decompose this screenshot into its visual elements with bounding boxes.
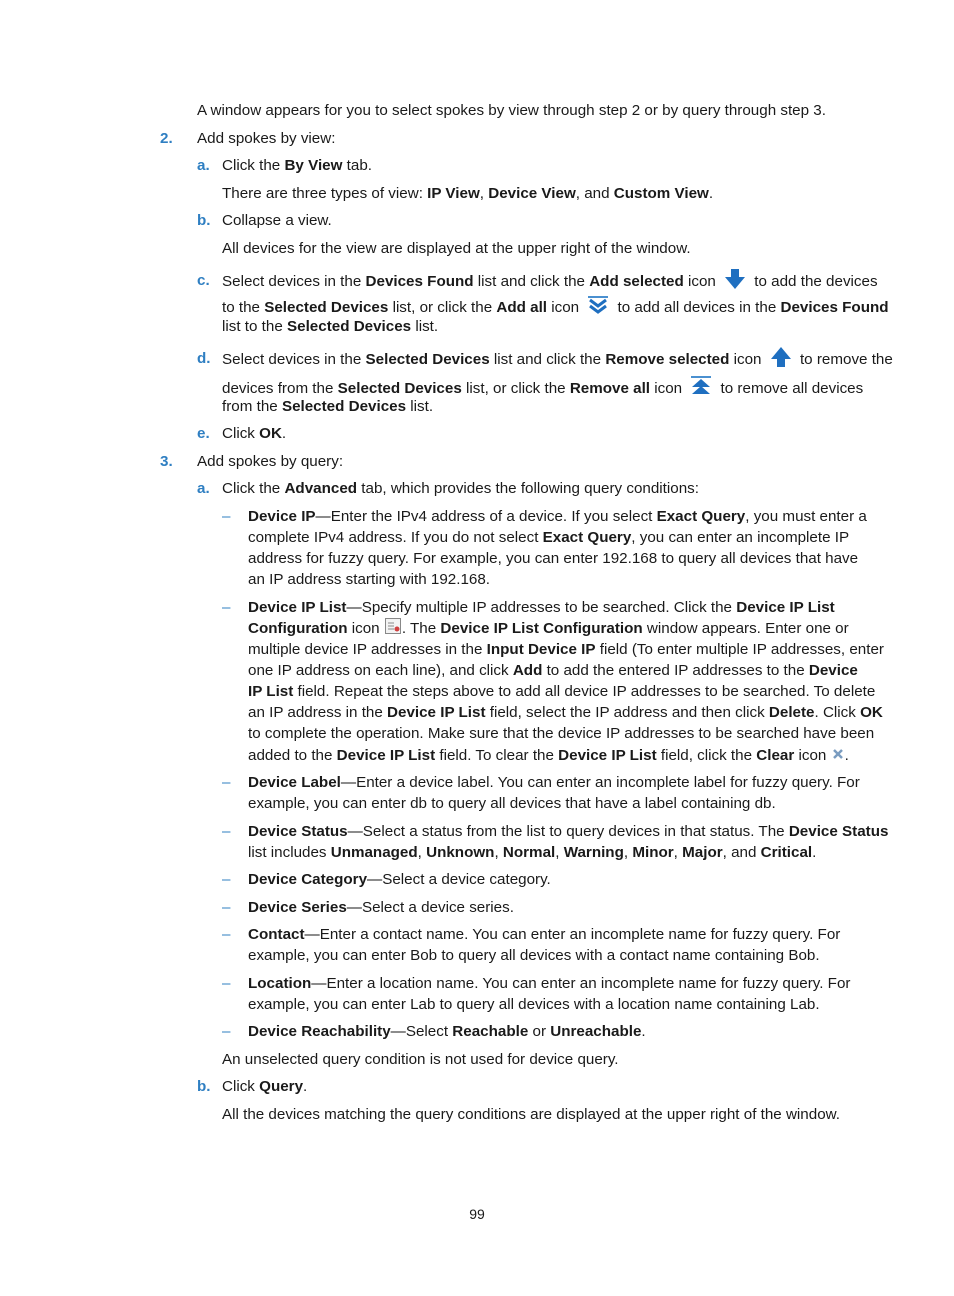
list-item-line: address for fuzzy query. For example, you can enter 192.168 to query all devices that have xyxy=(248,550,859,567)
substep-note: All the devices matching the query conditions are displayed at the upper right of the window. xyxy=(222,1106,840,1123)
list-item-line: Configuration icon . The Device IP List Configuration window appears. Enter one or xyxy=(248,618,849,640)
list-item-line: list includes Unmanaged, Unknown, Normal, Warning, Minor, Major, and Critical. xyxy=(248,844,817,861)
substep-text: devices from the Selected Devices list, or click the Remove all icon to remove all devices xyxy=(222,375,863,403)
substep-label: b. xyxy=(197,212,211,229)
list-bullet: – xyxy=(222,508,231,525)
list-item: Device Reachability—Select Reachable or Unreachable. xyxy=(248,1023,646,1040)
list-item-line: IP List field. Repeat the steps above to add all device IP addresses to be searched. To delete xyxy=(248,683,876,700)
step-title: Add spokes by view: xyxy=(197,130,336,147)
list-item-line: multiple device IP addresses in the Input Device IP field (To enter multiple IP addresses, enter xyxy=(248,641,884,658)
list-item-line: an IP address starting with 192.168. xyxy=(248,571,491,588)
list-item-line: an IP address in the Device IP List field, select the IP address and then click Delete. Click OK xyxy=(248,704,883,721)
list-item-line: example, you can enter Bob to query all devices with a contact name containing Bob. xyxy=(248,947,820,964)
substep-text: Click the Advanced tab, which provides the following query conditions: xyxy=(222,480,699,497)
substep-label: c. xyxy=(197,272,210,289)
list-bullet: – xyxy=(222,899,231,916)
substep-label: b. xyxy=(197,1078,211,1095)
substep-label: e. xyxy=(197,425,210,442)
list-item: Device Category—Select a device category. xyxy=(248,871,551,888)
list-item: Contact—Enter a contact name. You can enter an incomplete name for fuzzy query. For xyxy=(248,926,841,943)
clear-x-icon xyxy=(832,745,844,766)
list-bullet: – xyxy=(222,823,231,840)
list-item: Device IP List—Specify multiple IP addresses to be searched. Click the Device IP List xyxy=(248,599,835,616)
substep-text: Click the By View tab. xyxy=(222,157,373,174)
substep-text: to the Selected Devices list, or click the Add all icon to add all devices in the Devices Found xyxy=(222,295,889,321)
list-item: Device Label—Enter a device label. You can enter an incomplete label for fuzzy query. For xyxy=(248,774,860,791)
list-item: Device Series—Select a device series. xyxy=(248,899,514,916)
list-bullet: – xyxy=(222,1023,231,1040)
intro-text: A window appears for you to select spokes by view through step 2 or by query through step 3. xyxy=(197,102,826,119)
step-number: 2. xyxy=(160,130,173,147)
substep-note: An unselected query condition is not used for device query. xyxy=(222,1051,619,1068)
substep-label: d. xyxy=(197,350,211,367)
double-arrow-up-icon xyxy=(690,375,712,403)
list-bullet: – xyxy=(222,599,231,616)
list-bullet: – xyxy=(222,975,231,992)
list-bullet: – xyxy=(222,871,231,888)
step-title: Add spokes by query: xyxy=(197,453,344,470)
list-bullet: – xyxy=(222,926,231,943)
step-number: 3. xyxy=(160,453,173,470)
list-item-line: example, you can enter db to query all devices that have a label containing db. xyxy=(248,795,776,812)
list-item-line: added to the Device IP List field. To clear the Device IP List field, click the Clear icon . xyxy=(248,745,849,766)
list-item: Device Status—Select a status from the list to query devices in that status. The Device Status xyxy=(248,823,889,840)
list-item-line: to complete the operation. Make sure that the device IP addresses to be searched have been xyxy=(248,725,875,742)
substep-text: from the Selected Devices list. xyxy=(222,398,434,415)
substep-text: Collapse a view. xyxy=(222,212,332,229)
arrow-up-icon xyxy=(770,346,792,374)
substep-note: All devices for the view are displayed at the upper right of the window. xyxy=(222,240,691,257)
substep-text: Click OK. xyxy=(222,425,287,442)
substep-text: Select devices in the Devices Found list and click the Add selected icon to add the devices xyxy=(222,268,878,296)
substep-text: list to the Selected Devices list. xyxy=(222,318,439,335)
list-item: Device IP—Enter the IPv4 address of a device. If you select Exact Query, you must enter a xyxy=(248,508,867,525)
substep-text: Select devices in the Selected Devices list and click the Remove selected icon to remove the xyxy=(222,346,893,374)
list-bullet: – xyxy=(222,774,231,791)
list-item-line: example, you can enter Lab to query all devices with a location name containing Lab. xyxy=(248,996,820,1013)
arrow-down-icon xyxy=(724,268,746,296)
list-item-line: complete IPv4 address. If you do not select Exact Query, you can enter an incomplete IP xyxy=(248,529,850,546)
substep-label: a. xyxy=(197,480,210,497)
substep-note: There are three types of view: IP View, Device View, and Custom View. xyxy=(222,185,714,202)
double-arrow-down-icon xyxy=(587,295,609,321)
substep-label: a. xyxy=(197,157,210,174)
list-config-icon xyxy=(385,618,401,640)
page-number: 99 xyxy=(469,1206,485,1222)
substep-text: Click Query. xyxy=(222,1078,308,1095)
list-item-line: one IP address on each line), and click Add to add the entered IP addresses to the Device xyxy=(248,662,858,679)
list-item: Location—Enter a location name. You can enter an incomplete name for fuzzy query. For xyxy=(248,975,851,992)
